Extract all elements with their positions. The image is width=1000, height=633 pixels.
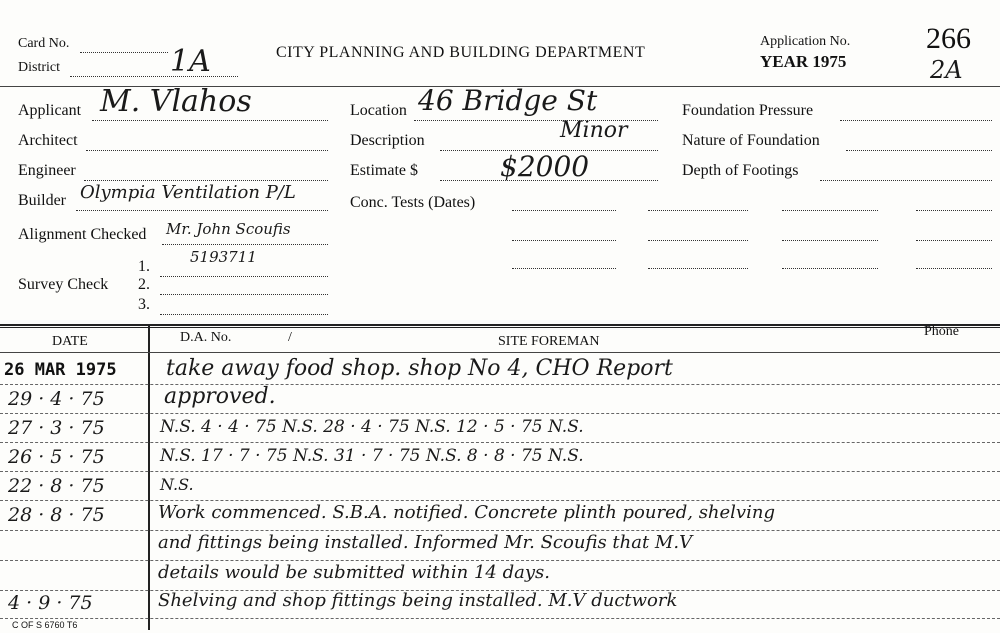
survey-1-value: 5193711 xyxy=(190,248,257,266)
alignment-label: Alignment Checked xyxy=(18,226,147,243)
survey-3-line xyxy=(160,314,328,315)
conc-line-1a xyxy=(512,210,616,211)
log-row-date: 28 · 8 · 75 xyxy=(8,504,105,526)
architect-line xyxy=(86,150,328,151)
log-row-line xyxy=(0,500,1000,501)
survey-2-label: 2. xyxy=(138,276,150,293)
architect-label: Architect xyxy=(18,132,78,149)
conc-line-1b xyxy=(648,210,748,211)
log-row-text: details would be submitted within 14 days. xyxy=(158,562,550,583)
da-no-header: D.A. No. xyxy=(180,330,232,345)
log-row-line xyxy=(0,560,1000,561)
nature-foundation-line xyxy=(846,150,992,151)
log-row-date: 26 · 5 · 75 xyxy=(8,446,105,468)
foundation-pressure-line xyxy=(840,120,992,121)
card-no-line xyxy=(80,52,168,53)
year-label: YEAR 1975 xyxy=(760,52,847,71)
log-row-text: N.S. 17 · 7 · 75 N.S. 31 · 7 · 75 N.S. 8 · 8 · 75 N.S. xyxy=(160,446,584,466)
log-row-text: and fittings being installed. Informed Mr. Scoufis that M.V xyxy=(158,532,693,553)
district-value: 1A xyxy=(170,44,211,79)
log-header-divider xyxy=(0,352,1000,353)
conc-line-1d xyxy=(916,210,992,211)
log-top-border xyxy=(0,324,1000,326)
estimate-label: Estimate $ xyxy=(350,162,418,179)
log-row-text: take away food shop. shop No 4, CHO Report xyxy=(166,356,673,381)
log-row-line xyxy=(0,530,1000,531)
phone-header: Phone xyxy=(924,324,959,339)
form-code: C OF S 6760 T6 xyxy=(12,620,78,630)
department-title: CITY PLANNING AND BUILDING DEPARTMENT xyxy=(276,44,646,61)
site-foreman-header: SITE FOREMAN xyxy=(498,334,600,349)
survey-2-line xyxy=(160,294,328,295)
foundation-pressure-label: Foundation Pressure xyxy=(682,102,814,119)
log-row-line xyxy=(0,618,1000,619)
log-row-date: 26 MAR 1975 xyxy=(4,360,117,380)
conc-line-2a xyxy=(512,240,616,241)
log-row-date: 4 · 9 · 75 xyxy=(8,592,93,614)
log-row-text: N.S. xyxy=(160,475,194,494)
estimate-value: $2000 xyxy=(500,150,590,183)
applicant-line xyxy=(92,120,328,121)
alignment-line xyxy=(162,244,328,245)
log-row-date: 29 · 4 · 75 xyxy=(8,388,105,410)
description-label: Description xyxy=(350,132,425,149)
builder-value: Olympia Ventilation P/L xyxy=(80,182,296,203)
nature-foundation-label: Nature of Foundation xyxy=(682,132,820,149)
log-row-line xyxy=(0,413,1000,414)
log-row-text: Shelving and shop fittings being installed. M.V ductwork xyxy=(158,590,678,611)
log-row-line xyxy=(0,471,1000,472)
log-row-date: 27 · 3 · 75 xyxy=(8,417,105,439)
location-label: Location xyxy=(350,102,407,119)
date-column-divider xyxy=(148,324,150,630)
engineer-line xyxy=(84,180,328,181)
survey-label: Survey Check xyxy=(18,276,109,293)
depth-footings-label: Depth of Footings xyxy=(682,162,799,179)
conc-line-3a xyxy=(512,268,616,269)
application-label: Application No. xyxy=(760,34,851,49)
conc-line-3b xyxy=(648,268,748,269)
log-top-border-2 xyxy=(0,327,1000,328)
applicant-label: Applicant xyxy=(18,102,82,119)
district-label: District xyxy=(18,60,60,75)
engineer-label: Engineer xyxy=(18,162,76,179)
conc-line-3d xyxy=(916,268,992,269)
date-header: DATE xyxy=(52,334,88,349)
log-row-text: Work commenced. S.B.A. notified. Concrete plinth poured, shelving xyxy=(158,502,775,523)
location-value: 46 Bridge St xyxy=(418,84,598,117)
survey-3-label: 3. xyxy=(138,296,150,313)
conc-line-3c xyxy=(782,268,878,269)
log-row-text: approved. xyxy=(164,384,276,409)
conc-line-2d xyxy=(916,240,992,241)
district-line xyxy=(70,76,238,77)
conc-tests-label: Conc. Tests (Dates) xyxy=(350,194,476,211)
log-row-line xyxy=(0,384,1000,385)
applicant-value: M. Vlahos xyxy=(100,84,252,119)
builder-line xyxy=(76,210,328,211)
application-number: 266 xyxy=(926,22,971,55)
conc-line-2b xyxy=(648,240,748,241)
card-no-label: Card No. xyxy=(18,36,70,51)
log-row-date: 22 · 8 · 75 xyxy=(8,475,105,497)
description-value: Minor xyxy=(560,118,628,143)
da-no-value: / xyxy=(288,330,292,345)
conc-line-2c xyxy=(782,240,878,241)
conc-line-1c xyxy=(782,210,878,211)
depth-footings-line xyxy=(820,180,992,181)
application-suffix: 2A xyxy=(930,56,963,84)
log-row-text: N.S. 4 · 4 · 75 N.S. 28 · 4 · 75 N.S. 12 · 5 · 75 N.S. xyxy=(160,417,584,437)
survey-1-label: 1. xyxy=(138,258,150,275)
builder-label: Builder xyxy=(18,192,66,209)
log-row-line xyxy=(0,442,1000,443)
alignment-value: Mr. John Scoufis xyxy=(166,220,291,238)
survey-1-line xyxy=(160,276,328,277)
